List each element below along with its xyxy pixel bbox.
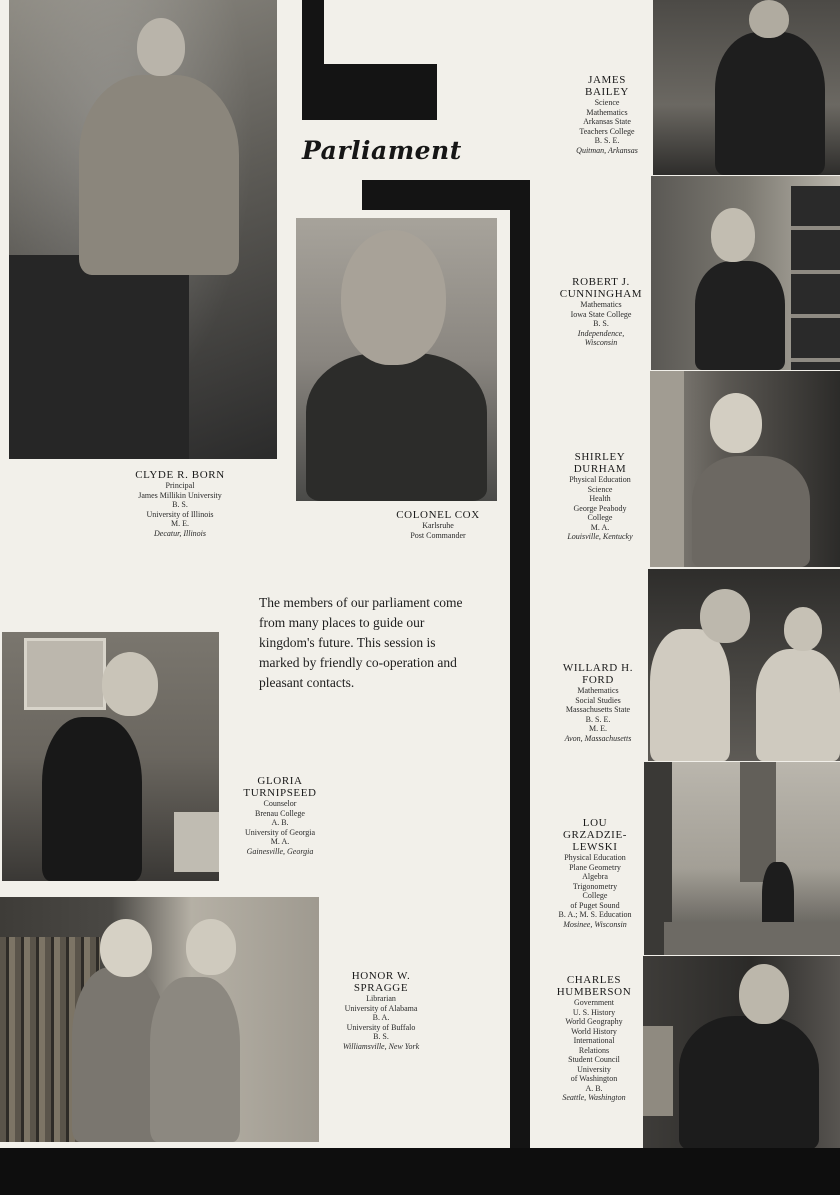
hometown: Seattle, Washington	[562, 1093, 626, 1102]
name-line: HUMBERSON	[556, 986, 632, 998]
detail-line: College	[582, 891, 608, 900]
photo-lou-grzadzielewski	[644, 762, 840, 955]
detail-line: Principal	[165, 481, 195, 490]
photo-clyde-born	[9, 0, 277, 459]
detail-line: George Peabody	[573, 503, 627, 513]
detail-line: Health	[589, 494, 611, 503]
photo-shirley-durham	[650, 371, 840, 567]
detail-line: Social Studies	[575, 695, 621, 705]
name-line: CUNNINGHAM	[559, 288, 643, 300]
detail-line: Mathematics	[580, 300, 622, 309]
detail-line: Counselor	[263, 799, 297, 808]
detail-line: of Washington	[570, 1074, 618, 1083]
detail-line: University of Buffalo	[346, 1022, 416, 1032]
hometown: Louisville, Kentucky	[567, 532, 633, 541]
detail-line: B. A.	[372, 1013, 390, 1022]
detail-line: Massachusetts State	[565, 705, 631, 714]
detail-line: B. A.; M. S. Education	[558, 910, 632, 919]
caption-charles-humberson	[547, 974, 641, 1103]
detail-line: Librarian	[366, 994, 396, 1003]
page-footer-band	[0, 1148, 840, 1195]
hometown: Wisconsin	[584, 338, 618, 347]
middle-black-bar-vertical	[510, 180, 530, 1148]
caption-clyde-born	[118, 469, 242, 538]
caption-gloria-turnipseed	[228, 775, 332, 856]
detail-line: World Geography	[565, 1017, 623, 1026]
name-line: LOU	[582, 817, 608, 829]
name-line: WILLARD H.	[562, 662, 634, 674]
hometown: Gainesville, Georgia	[246, 846, 314, 856]
detail-line: University	[577, 1064, 611, 1074]
detail-line: Science	[587, 484, 613, 494]
detail-line: Science	[594, 98, 620, 107]
caption-james-bailey	[560, 74, 654, 155]
detail-line: M. E.	[171, 519, 189, 528]
detail-line: M. A.	[590, 522, 610, 532]
photo-robert-cunningham	[651, 176, 840, 370]
detail-line: Physical Education	[564, 853, 626, 862]
name-line: GLORIA	[257, 775, 303, 787]
name-line: GRZADZIE-	[562, 829, 628, 841]
detail-line: Relations	[578, 1045, 610, 1055]
caption-robert-cunningham	[553, 276, 649, 348]
detail-line: International	[573, 1036, 615, 1045]
detail-line: Post Commander	[410, 530, 466, 540]
detail-line: Government	[574, 998, 614, 1007]
hometown: Independence,	[577, 328, 625, 338]
name-line: BAILEY	[585, 86, 629, 98]
page-title: Parliament	[302, 136, 462, 165]
detail-line: B. S. E.	[585, 714, 611, 724]
detail-line: B. S.	[593, 319, 609, 328]
name-line: HONOR W.	[351, 970, 411, 982]
detail-line: B. S.	[373, 1032, 389, 1041]
photo-charles-humberson	[643, 956, 840, 1150]
detail-line: Plane Geometry	[569, 862, 621, 872]
hometown: Mosinee, Wisconsin	[563, 919, 627, 929]
detail-line: James Millikin University	[138, 490, 222, 500]
detail-line: World History	[571, 1026, 617, 1036]
detail-line: B. S.	[172, 500, 188, 509]
photo-colonel-cox	[296, 218, 497, 501]
caption-willard-ford	[550, 662, 646, 743]
name-line: LEWSKI	[572, 841, 618, 853]
name-colonel-cox: COLONEL COX	[396, 509, 480, 521]
detail-line: University of Georgia	[244, 827, 316, 837]
detail-line: Mathematics	[586, 107, 628, 117]
name-clyde-born: CLYDE R. BORN	[135, 469, 225, 481]
detail-line: A. B.	[271, 818, 289, 827]
name-line: SHIRLEY	[574, 451, 626, 463]
name-line: DURHAM	[573, 463, 627, 475]
name-line: ROBERT J.	[572, 276, 630, 288]
top-black-bar-horizontal	[302, 64, 437, 120]
detail-line: Student Council	[568, 1055, 620, 1064]
intro-paragraph: The members of our parliament come from many places to guide our kingdom's future. This session is marked by friendly co-operation and pleasant contacts.	[259, 595, 463, 690]
name-line: FORD	[582, 674, 614, 686]
detail-line: Karlsruhe	[422, 521, 454, 530]
detail-line: Algebra	[582, 872, 608, 881]
caption-shirley-durham	[552, 451, 648, 542]
name-line: SPRAGGE	[353, 982, 409, 994]
photo-gloria-turnipseed	[2, 632, 219, 881]
photo-honor-spragge	[0, 897, 319, 1142]
photo-james-bailey	[653, 0, 840, 175]
detail-line: U. S. History	[572, 1007, 616, 1017]
detail-line: M. A.	[270, 837, 290, 846]
detail-line: Physical Education	[569, 475, 631, 484]
detail-line: A. B.	[585, 1083, 603, 1093]
name-line: JAMES	[588, 74, 626, 86]
detail-line: College	[587, 513, 613, 522]
hometown: Avon, Massachusetts	[564, 733, 632, 743]
detail-line: B. S. E.	[594, 136, 620, 145]
detail-line: University of Illinois	[146, 509, 214, 519]
detail-line: Brenau College	[255, 808, 305, 818]
detail-line: Teachers College	[579, 126, 635, 136]
photo-willard-ford	[648, 569, 840, 761]
detail-line: Mathematics	[577, 686, 619, 695]
hometown: Quitman, Arkansas	[576, 145, 638, 155]
caption-lou-grzadzielewski	[546, 817, 644, 929]
hometown: Williamsville, New York	[342, 1041, 420, 1051]
name-line: CHARLES	[566, 974, 622, 986]
hometown: Decatur, Illinois	[154, 528, 206, 538]
detail-line: M. E.	[589, 724, 607, 733]
middle-black-bar-horizontal	[362, 180, 530, 210]
caption-honor-spragge	[324, 970, 438, 1051]
caption-colonel-cox	[392, 509, 484, 540]
detail-line: Arkansas State	[583, 117, 631, 126]
name-line: TURNIPSEED	[243, 787, 317, 799]
detail-line: Iowa State College	[570, 309, 632, 319]
detail-line: University of Alabama	[344, 1003, 418, 1013]
detail-line: Trigonometry	[572, 881, 618, 891]
detail-line: of Puget Sound	[570, 900, 620, 910]
